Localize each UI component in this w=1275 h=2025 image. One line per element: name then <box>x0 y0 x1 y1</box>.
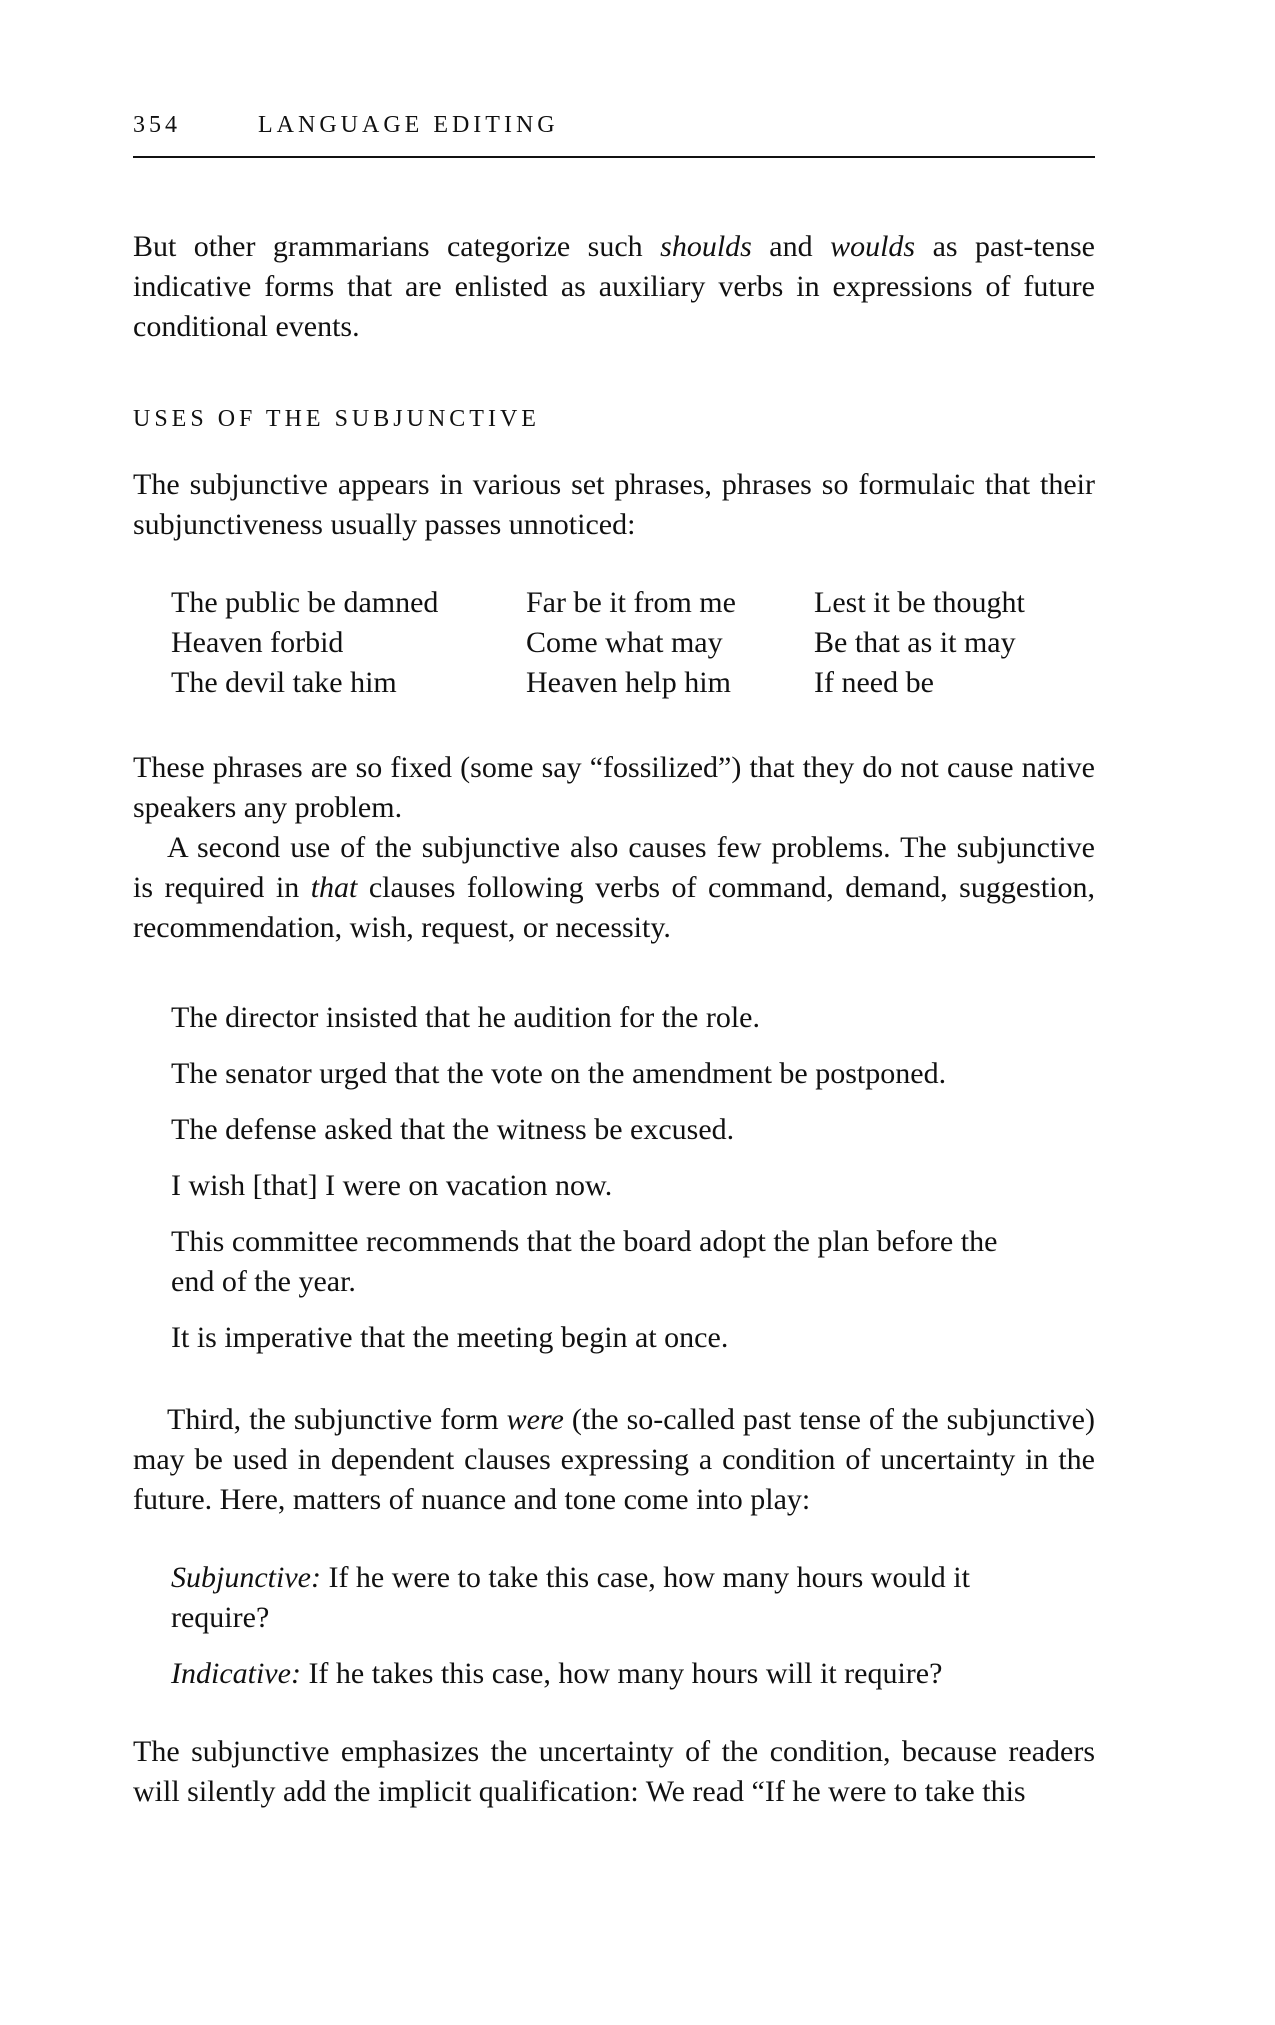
phrase-column-3 <box>814 583 1154 703</box>
running-title: LANGUAGE EDITING <box>258 112 559 138</box>
subjunctive-example <box>171 1558 1031 1638</box>
intro-text-mid: and <box>751 230 831 263</box>
phrase-item: If need be <box>814 666 934 699</box>
example-sentence: I wish [that] I were on vacation now. <box>171 1169 613 1202</box>
indicative-example <box>171 1654 1071 1694</box>
phrase-item: The public be damned <box>171 586 439 619</box>
example-sentence: This committee recommends that the board adopt the plan before the end of the year. <box>171 1225 998 1298</box>
indicative-label: Indicative: <box>171 1657 301 1690</box>
section-intro-paragraph <box>133 465 1095 545</box>
section-heading: USES OF THE SUBJUNCTIVE <box>133 406 540 432</box>
mood-comparison <box>171 1558 1071 1710</box>
closing-paragraph <box>133 1732 1095 1812</box>
second-use-em-that: that <box>310 871 358 904</box>
phrase-item: Far be it from me <box>526 586 736 619</box>
third-use-em-were: were <box>506 1403 564 1436</box>
subjunctive-text: If he were to take this case, how many hours would it require? <box>171 1561 970 1634</box>
example-sentence: It is imperative that the meeting begin at once. <box>171 1321 729 1354</box>
intro-paragraph <box>133 227 1095 347</box>
second-use-text-start: A second use of the subjunctive also causes few problems. The subjunctive is required in <box>133 831 1095 904</box>
example-sentence: The director insisted that he audition for the role. <box>171 1001 760 1034</box>
intro-text-start: But other grammarians categorize such <box>133 230 661 263</box>
second-use-text-end: clauses following verbs of command, demand, suggestion, recommendation, wish, request, or necessity. <box>133 871 1095 944</box>
fixed-phrases-text: These phrases are so fixed (some say “fossilized”) that they do not cause native speakers any problem. <box>133 751 1095 824</box>
phrase-item: Come what may <box>526 626 723 659</box>
closing-text: The subjunctive emphasizes the uncertainty of the condition, because readers will silently add the implicit qualification: We read “If he were to take this <box>133 1735 1095 1808</box>
section-intro-text: The subjunctive appears in various set phrases, phrases so formulaic that their subjunctiveness usually passes unnoticed: <box>133 468 1095 541</box>
intro-em-woulds: woulds <box>830 230 916 263</box>
phrase-item: Lest it be thought <box>814 586 1025 619</box>
third-use-text-end: (the so-called past tense of the subjunctive) may be used in dependent clauses expressing a condition of uncertainty in the future. Here, matters of nuance and tone come into play: <box>133 1403 1095 1516</box>
intro-text-end: as past-tense indicative forms that are enlisted as auxiliary verbs in expressions of future conditional events. <box>133 230 1095 343</box>
example-sentences <box>171 998 1071 1374</box>
example-sentence: The senator urged that the vote on the amendment be postponed. <box>171 1057 947 1090</box>
intro-em-shoulds: shoulds <box>660 230 752 263</box>
example-sentence: The defense asked that the witness be excused. <box>171 1113 735 1146</box>
running-header <box>133 110 1095 158</box>
indicative-text: If he takes this case, how many hours will it require? <box>300 1657 943 1690</box>
page-number: 354 <box>133 112 181 138</box>
phrase-item: Heaven help him <box>526 666 731 699</box>
phrase-item: The devil take him <box>171 666 397 699</box>
phrase-column-1 <box>171 583 511 703</box>
subjunctive-label: Subjunctive: <box>171 1561 321 1594</box>
third-use-text-start: Third, the subjunctive form <box>167 1403 507 1436</box>
phrase-item: Be that as it may <box>814 626 1016 659</box>
second-use-paragraph <box>133 828 1095 948</box>
fixed-phrases-paragraph <box>133 748 1095 948</box>
third-use-paragraph <box>133 1400 1095 1520</box>
phrase-item: Heaven forbid <box>171 626 344 659</box>
